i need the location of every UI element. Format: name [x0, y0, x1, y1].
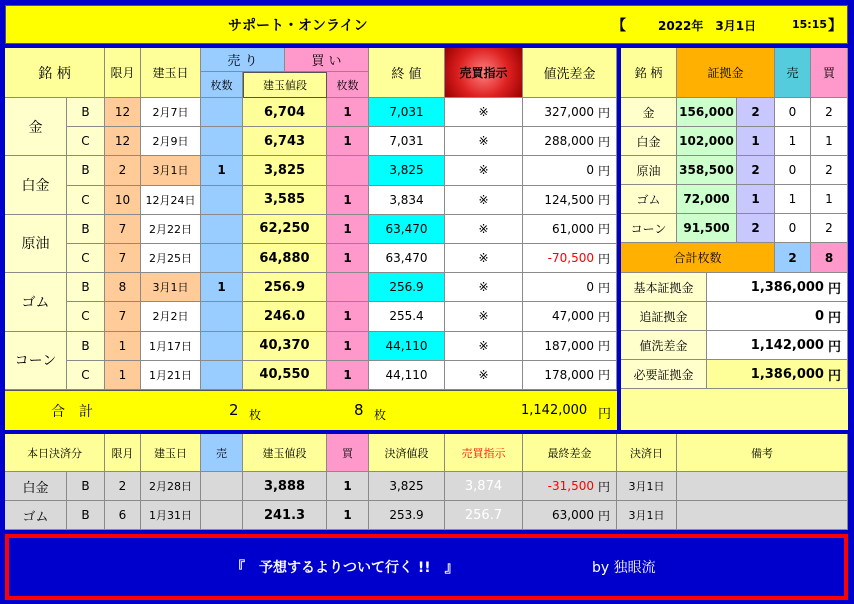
margin-summary-amount: 1,142,000 — [750, 337, 824, 353]
margin-total-label: 合計枚数 — [621, 243, 775, 273]
margin-header-uri: 売 — [775, 48, 811, 98]
position-date: 3月1日 — [141, 156, 201, 185]
margin-amount: 156,000 — [677, 98, 737, 127]
position-pl-value: -70,500 — [547, 251, 594, 266]
position-type: B — [67, 273, 105, 302]
settle-instruction: 256.7 — [445, 501, 523, 530]
settle-final-pl-unit: 円 — [597, 479, 610, 494]
margin-lots: 2 — [737, 156, 775, 185]
position-pl-unit: 円 — [597, 134, 610, 149]
settle-entry-price: 241.3 — [243, 501, 327, 530]
position-instruction: ※ — [445, 156, 523, 185]
settle-header-honjitsu: 本日決済分 — [5, 434, 105, 472]
position-month: 8 — [105, 273, 141, 302]
margin-summary-amount: 1,386,000 — [750, 366, 824, 382]
commodity-name: 白金 — [5, 156, 67, 214]
commodity-name: コーン — [5, 332, 67, 390]
position-close-price: 7,031 — [369, 127, 445, 156]
position-date: 1月21日 — [141, 361, 201, 390]
settle-price: 253.9 — [369, 501, 445, 530]
position-pl-unit: 円 — [597, 193, 610, 208]
margin-lots: 1 — [737, 127, 775, 156]
settle-final-pl-value: 63,000 — [551, 508, 594, 522]
margin-sell: 1 — [775, 127, 811, 156]
settle-sell — [201, 501, 243, 530]
position-type: C — [67, 186, 105, 215]
position-pl-value: 47,000 — [551, 309, 594, 324]
position-buy-count: 1 — [327, 361, 369, 390]
position-month: 1 — [105, 332, 141, 361]
settle-type: B — [67, 472, 105, 501]
position-pl-unit: 円 — [597, 339, 610, 354]
position-month: 10 — [105, 186, 141, 215]
position-date: 2月25日 — [141, 244, 201, 273]
margin-sell: 0 — [775, 156, 811, 185]
position-pl-value: 178,000 — [544, 367, 594, 382]
margin-sell: 0 — [775, 98, 811, 127]
position-instruction: ※ — [445, 302, 523, 331]
position-sell-count — [201, 332, 243, 361]
position-entry-price: 6,743 — [243, 127, 327, 156]
position-pl-unit: 円 — [597, 368, 610, 383]
position-close-price: 63,470 — [369, 244, 445, 273]
margin-summary-label: 基本証拠金 — [621, 273, 707, 302]
header-neaarai-sakin: 値洗差金 — [523, 48, 617, 98]
position-buy-count: 1 — [327, 186, 369, 215]
settle-commodity-name: ゴム — [5, 501, 67, 530]
position-pl — [523, 361, 617, 390]
margin-summary-label: 追証拠金 — [621, 302, 707, 331]
position-buy-count: 1 — [327, 127, 369, 156]
margin-summary-unit: 円 — [827, 339, 841, 355]
position-pl-unit: 円 — [597, 280, 610, 295]
position-date: 1月17日 — [141, 332, 201, 361]
margin-lots: 2 — [737, 98, 775, 127]
settlement-table — [5, 434, 848, 530]
margin-commodity-name: 原油 — [621, 156, 677, 185]
current-time: 15:15 — [792, 18, 828, 31]
position-pl-unit: 円 — [597, 163, 610, 178]
margin-summary-unit: 円 — [827, 281, 841, 297]
position-sell-count — [201, 98, 243, 127]
total-sell-count: 2 — [229, 401, 239, 419]
settle-header-baibai-shiji: 売買指示 — [445, 434, 523, 472]
position-buy-count: 1 — [327, 98, 369, 127]
total-buy-unit: 枚 — [374, 408, 387, 422]
position-pl — [523, 273, 617, 302]
settle-commodity-name: 白金 — [5, 472, 67, 501]
position-pl-value: 61,000 — [551, 221, 594, 236]
margin-commodity-name: ゴム — [621, 185, 677, 214]
margin-amount: 91,500 — [677, 214, 737, 243]
settle-header-kessaibi: 決済日 — [617, 434, 677, 472]
position-close-price: 7,031 — [369, 98, 445, 127]
settle-header-uri: 売 — [201, 434, 243, 472]
settle-month: 2 — [105, 472, 141, 501]
settle-header-tategyokubi: 建玉日 — [141, 434, 201, 472]
header-kai: 買 い — [285, 48, 369, 72]
settle-sell — [201, 472, 243, 501]
app-title: サポート・オンライン — [228, 18, 368, 34]
settle-entry-price: 3,888 — [243, 472, 327, 501]
settle-note — [677, 472, 848, 501]
header-tategyokubi: 建玉日 — [141, 48, 201, 98]
position-instruction: ※ — [445, 186, 523, 215]
total-pl-unit: 円 — [598, 407, 612, 422]
position-close-price: 44,110 — [369, 332, 445, 361]
position-sell-count — [201, 244, 243, 273]
position-entry-price: 40,370 — [243, 332, 327, 361]
position-pl — [523, 244, 617, 273]
position-sell-count: 1 — [201, 156, 243, 185]
position-instruction: ※ — [445, 127, 523, 156]
position-entry-price: 64,880 — [243, 244, 327, 273]
position-pl — [523, 186, 617, 215]
settle-note — [677, 501, 848, 530]
position-month: 7 — [105, 215, 141, 244]
position-buy-count: 1 — [327, 302, 369, 331]
position-entry-price: 246.0 — [243, 302, 327, 331]
margin-amount: 358,500 — [677, 156, 737, 185]
position-pl — [523, 156, 617, 185]
header-uri: 売 り — [201, 48, 285, 72]
position-month: 7 — [105, 302, 141, 331]
position-date: 2月22日 — [141, 215, 201, 244]
settle-final-pl — [523, 501, 617, 530]
position-month: 1 — [105, 361, 141, 390]
total-pl: 1,142,000 — [521, 403, 588, 418]
commodity-name: 原油 — [5, 215, 67, 273]
margin-total-sell: 2 — [775, 243, 811, 273]
settle-settle-date: 3月1日 — [617, 472, 677, 501]
position-date: 3月1日 — [141, 273, 201, 302]
margin-summary-unit: 円 — [827, 368, 841, 384]
position-instruction: ※ — [445, 98, 523, 127]
position-close-price: 255.4 — [369, 302, 445, 331]
margin-blank-area — [621, 389, 848, 430]
margin-lots: 2 — [737, 214, 775, 243]
position-pl-unit: 円 — [597, 105, 610, 120]
settle-price: 3,825 — [369, 472, 445, 501]
position-instruction: ※ — [445, 244, 523, 273]
position-type: B — [67, 98, 105, 127]
margin-summary-value — [707, 273, 848, 302]
settle-header-kessai-nedan: 決済値段 — [369, 434, 445, 472]
settle-header-saishu-sakin: 最終差金 — [523, 434, 617, 472]
margin-table — [621, 48, 848, 430]
position-instruction: ※ — [445, 215, 523, 244]
position-buy-count — [327, 156, 369, 185]
position-instruction: ※ — [445, 273, 523, 302]
position-pl-value: 0 — [586, 163, 594, 178]
position-buy-count: 1 — [327, 244, 369, 273]
position-type: B — [67, 332, 105, 361]
margin-summary-value — [707, 302, 848, 331]
margin-buy: 2 — [811, 156, 848, 185]
margin-buy: 1 — [811, 185, 848, 214]
total-label: 合 計 — [51, 404, 93, 420]
margin-summary-label: 値洗差金 — [621, 331, 707, 360]
position-month: 2 — [105, 156, 141, 185]
bracket-open: 【 — [612, 18, 626, 34]
position-pl-unit: 円 — [597, 222, 610, 237]
position-type: C — [67, 127, 105, 156]
margin-summary-amount: 0 — [814, 308, 824, 324]
position-buy-count: 1 — [327, 332, 369, 361]
total-row — [5, 390, 617, 430]
commodity-name: ゴム — [5, 273, 67, 331]
settle-buy: 1 — [327, 472, 369, 501]
margin-summary-value — [707, 331, 848, 360]
header-tategyoku-nedan: 建玉値段 — [243, 72, 327, 98]
position-month: 12 — [105, 127, 141, 156]
margin-amount: 102,000 — [677, 127, 737, 156]
settle-header-tategyoku-nedan: 建玉値段 — [243, 434, 327, 472]
settle-header-biko: 備考 — [677, 434, 848, 472]
header-owarine: 終 値 — [369, 48, 445, 98]
header-gengetsu: 限月 — [105, 48, 141, 98]
settle-header-gengetsu: 限月 — [105, 434, 141, 472]
position-pl-value: 0 — [586, 280, 594, 295]
position-entry-price: 3,825 — [243, 156, 327, 185]
position-entry-price: 62,250 — [243, 215, 327, 244]
margin-commodity-name: 白金 — [621, 127, 677, 156]
margin-amount: 72,000 — [677, 185, 737, 214]
position-date: 2月2日 — [141, 302, 201, 331]
title-bar — [5, 5, 848, 44]
position-close-price: 44,110 — [369, 361, 445, 390]
header-buy-count: 枚数 — [327, 72, 369, 98]
position-pl — [523, 215, 617, 244]
position-sell-count — [201, 127, 243, 156]
position-date: 2月7日 — [141, 98, 201, 127]
position-type: C — [67, 302, 105, 331]
position-sell-count — [201, 361, 243, 390]
position-instruction: ※ — [445, 332, 523, 361]
margin-commodity-name: 金 — [621, 98, 677, 127]
position-entry-price: 40,550 — [243, 361, 327, 390]
margin-lots: 1 — [737, 185, 775, 214]
position-instruction: ※ — [445, 361, 523, 390]
commodity-name: 金 — [5, 98, 67, 156]
margin-sell: 1 — [775, 185, 811, 214]
margin-sell: 0 — [775, 214, 811, 243]
position-month: 12 — [105, 98, 141, 127]
margin-summary-label: 必要証拠金 — [621, 360, 707, 389]
position-buy-count — [327, 273, 369, 302]
header-meigara: 銘 柄 — [5, 48, 105, 98]
settle-type: B — [67, 501, 105, 530]
settle-final-pl-unit: 円 — [597, 508, 610, 523]
margin-commodity-name: コーン — [621, 214, 677, 243]
position-pl-value: 327,000 — [544, 105, 594, 120]
position-close-price: 63,470 — [369, 215, 445, 244]
settle-date: 1月31日 — [141, 501, 201, 530]
margin-summary-unit: 円 — [827, 310, 841, 326]
header-baibai-shiji: 売買指示 — [445, 48, 523, 98]
position-date: 12月24日 — [141, 186, 201, 215]
position-pl-unit: 円 — [597, 251, 610, 266]
margin-buy: 2 — [811, 98, 848, 127]
position-entry-price: 3,585 — [243, 186, 327, 215]
position-sell-count — [201, 302, 243, 331]
position-type: B — [67, 156, 105, 185]
footer-slogan: 『 予想するよりついて行く !! 』 — [231, 560, 459, 576]
total-sell-unit: 枚 — [249, 408, 262, 422]
settle-final-pl-value: -31,500 — [547, 479, 594, 493]
position-pl — [523, 302, 617, 331]
position-buy-count: 1 — [327, 215, 369, 244]
header-sell-count: 枚数 — [201, 72, 243, 98]
margin-buy: 1 — [811, 127, 848, 156]
margin-header-shokokin: 証拠金 — [677, 48, 775, 98]
margin-summary-amount: 1,386,000 — [750, 279, 824, 295]
settle-final-pl — [523, 472, 617, 501]
position-close-price: 3,825 — [369, 156, 445, 185]
position-sell-count — [201, 215, 243, 244]
settle-settle-date: 3月1日 — [617, 501, 677, 530]
position-type: C — [67, 244, 105, 273]
position-pl — [523, 98, 617, 127]
position-entry-price: 6,704 — [243, 98, 327, 127]
settle-header-kai: 買 — [327, 434, 369, 472]
position-sell-count: 1 — [201, 273, 243, 302]
margin-summary-value — [707, 360, 848, 389]
position-pl-value: 288,000 — [544, 134, 594, 149]
position-close-price: 256.9 — [369, 273, 445, 302]
settle-instruction: 3,874 — [445, 472, 523, 501]
position-pl-value: 124,500 — [544, 192, 594, 207]
total-buy-count: 8 — [354, 401, 364, 419]
settle-month: 6 — [105, 501, 141, 530]
position-entry-price: 256.9 — [243, 273, 327, 302]
footer-author: by 独眼流 — [592, 560, 656, 576]
position-pl-value: 187,000 — [544, 338, 594, 353]
position-close-price: 3,834 — [369, 186, 445, 215]
position-date: 2月9日 — [141, 127, 201, 156]
positions-table — [5, 48, 617, 430]
settle-buy: 1 — [327, 501, 369, 530]
position-sell-count — [201, 186, 243, 215]
position-pl — [523, 127, 617, 156]
margin-header-kai: 買 — [811, 48, 848, 98]
margin-header-meigara: 銘 柄 — [621, 48, 677, 98]
bracket-close: 】 — [828, 18, 842, 34]
position-type: B — [67, 215, 105, 244]
position-type: C — [67, 361, 105, 390]
current-date: 2022年 3月1日 — [658, 19, 757, 33]
margin-buy: 2 — [811, 214, 848, 243]
settle-date: 2月28日 — [141, 472, 201, 501]
footer-banner — [5, 534, 848, 600]
margin-total-buy: 8 — [811, 243, 848, 273]
position-pl — [523, 332, 617, 361]
position-month: 7 — [105, 244, 141, 273]
position-pl-unit: 円 — [597, 309, 610, 324]
